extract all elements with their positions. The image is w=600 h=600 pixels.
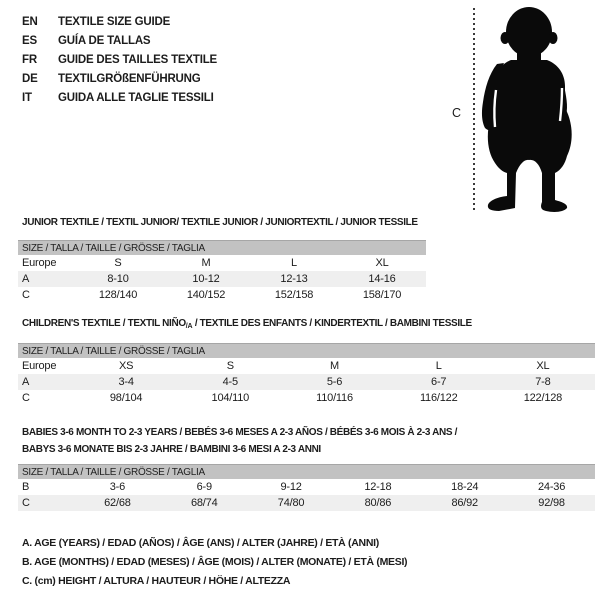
legend <box>22 534 407 591</box>
legend-line-c: C. (cm) HEIGHT / ALTURA / HAUTEUR / HÖHE / ALTEZZA <box>22 575 291 587</box>
row-label: A <box>22 273 30 285</box>
language-row-fr <box>22 51 217 70</box>
language-code: DE <box>22 73 38 85</box>
table-cell: 92/98 <box>538 497 565 509</box>
babies-title-line1: BABIES 3-6 MONTH TO 2-3 YEARS / BEBÉS 3-6 MESES A 2-3 AÑOS / BÉBÉS 3-6 MOIS À 2-3 ANS / <box>22 427 458 438</box>
babies-section-title <box>22 424 457 458</box>
legend-line-b: B. AGE (MONTHS) / EDAD (MESES) / ÂGE (MOIS) / ALTER (MONATE) / ETÀ (MESI) <box>22 556 408 568</box>
table-cell: 12-18 <box>364 481 392 493</box>
row-label: Europe <box>22 257 57 269</box>
language-title-list <box>22 13 217 108</box>
children-title-post: / TEXTILE DES ENFANTS / KINDERTEXTIL / BAMBINI TESSILE <box>192 318 472 329</box>
table-cell: 14-16 <box>368 273 396 285</box>
table-cell: XL <box>536 360 550 372</box>
size-header-bar: SIZE / TALLA / TAILLE / GRÖSSE / TAGLIA <box>18 464 595 479</box>
babies-title-line2: BABYS 3-6 MONATE BIS 2-3 JAHRE / BAMBINI 3-6 MESI A 2-3 ANNI <box>22 444 321 455</box>
table-cell: 104/110 <box>211 392 250 404</box>
table-cell: 116/122 <box>419 392 458 404</box>
table-cell: L <box>291 257 297 269</box>
table-row <box>18 255 426 271</box>
table-cell: 7-8 <box>535 376 551 388</box>
language-code: FR <box>22 54 37 66</box>
size-header-bar: SIZE / TALLA / TAILLE / GRÖSSE / TAGLIA <box>18 240 426 255</box>
table-cell: XS <box>118 360 134 372</box>
language-code: EN <box>22 16 38 28</box>
row-label: A <box>22 376 30 388</box>
table-cell: S <box>114 257 122 269</box>
row-label: Europe <box>22 360 57 372</box>
table-cell: 24-36 <box>537 481 566 493</box>
row-label: B <box>22 481 30 493</box>
language-code: IT <box>22 92 32 104</box>
table-cell: 6-9 <box>196 481 212 493</box>
baby-silhouette-icon <box>481 6 577 212</box>
language-row-es <box>22 32 217 51</box>
children-title-sub: /A <box>185 323 193 330</box>
junior-size-table <box>18 240 426 303</box>
table-cell: 98/104 <box>109 392 143 404</box>
table-cell: 152/158 <box>274 289 314 301</box>
language-title: TEXTILE SIZE GUIDE <box>58 16 171 28</box>
table-cell: 128/140 <box>98 289 138 301</box>
table-cell: 4-5 <box>222 376 238 388</box>
language-title: GUÍA DE TALLAS <box>58 35 151 47</box>
table-cell: 86/92 <box>451 497 478 509</box>
language-code: ES <box>22 35 37 47</box>
table-row <box>18 287 426 303</box>
table-cell: 140/152 <box>186 289 226 301</box>
table-row <box>18 495 595 511</box>
language-row-it <box>22 89 217 108</box>
table-row <box>18 271 426 287</box>
table-row <box>18 390 595 406</box>
table-cell: 5-6 <box>326 376 343 388</box>
language-title: TEXTILGRÖßENFÜHRUNG <box>58 73 201 85</box>
table-cell: 12-13 <box>280 273 308 285</box>
junior-section-title: JUNIOR TEXTILE / TEXTIL JUNIOR/ TEXTILE JUNIOR / JUNIORTEXTIL / JUNIOR TESSILE <box>22 217 418 228</box>
size-header-bar: SIZE / TALLA / TAILLE / GRÖSSE / TAGLIA <box>18 343 595 358</box>
language-title: GUIDA ALLE TAGLIE TESSILI <box>58 92 214 104</box>
table-row <box>18 479 595 495</box>
row-label: C <box>22 497 30 509</box>
table-cell: 110/116 <box>316 392 353 404</box>
table-cell: 18-24 <box>451 481 479 493</box>
table-cell: 3-4 <box>118 376 134 388</box>
height-dashed-line <box>473 8 475 210</box>
children-title-pre: CHILDREN'S TEXTILE / TEXTIL NIÑO <box>22 318 186 329</box>
table-cell: M <box>201 257 211 269</box>
table-row <box>18 358 595 374</box>
table-cell: 158/170 <box>362 289 402 301</box>
table-cell: 80/86 <box>364 497 392 509</box>
table-cell: 122/128 <box>523 392 563 404</box>
children-size-table <box>18 343 595 406</box>
table-cell: 68/74 <box>190 497 218 509</box>
table-row <box>18 374 595 390</box>
table-cell: XL <box>375 257 389 269</box>
table-cell: 3-6 <box>109 481 126 493</box>
row-label: C <box>22 392 30 404</box>
language-row-en <box>22 13 217 32</box>
height-marker-label: C <box>452 106 462 120</box>
table-cell: S <box>226 360 234 372</box>
table-cell: M <box>330 360 339 372</box>
language-row-de <box>22 70 217 89</box>
language-title: GUIDE DES TAILLES TEXTILE <box>58 54 217 66</box>
table-cell: 74/80 <box>277 497 305 509</box>
table-cell: 6-7 <box>431 376 447 388</box>
babies-size-table <box>18 464 595 511</box>
legend-line-a: A. AGE (YEARS) / EDAD (AÑOS) / ÂGE (ANS) / ALTER (JAHRE) / ETÀ (ANNI) <box>22 537 379 549</box>
table-cell: 9-12 <box>280 481 302 493</box>
table-cell: 10-12 <box>192 273 220 285</box>
table-cell: 8-10 <box>107 273 129 285</box>
table-cell: 62/68 <box>104 497 131 509</box>
row-label: C <box>22 289 30 301</box>
table-cell: L <box>435 360 442 372</box>
children-section-title <box>22 317 472 334</box>
